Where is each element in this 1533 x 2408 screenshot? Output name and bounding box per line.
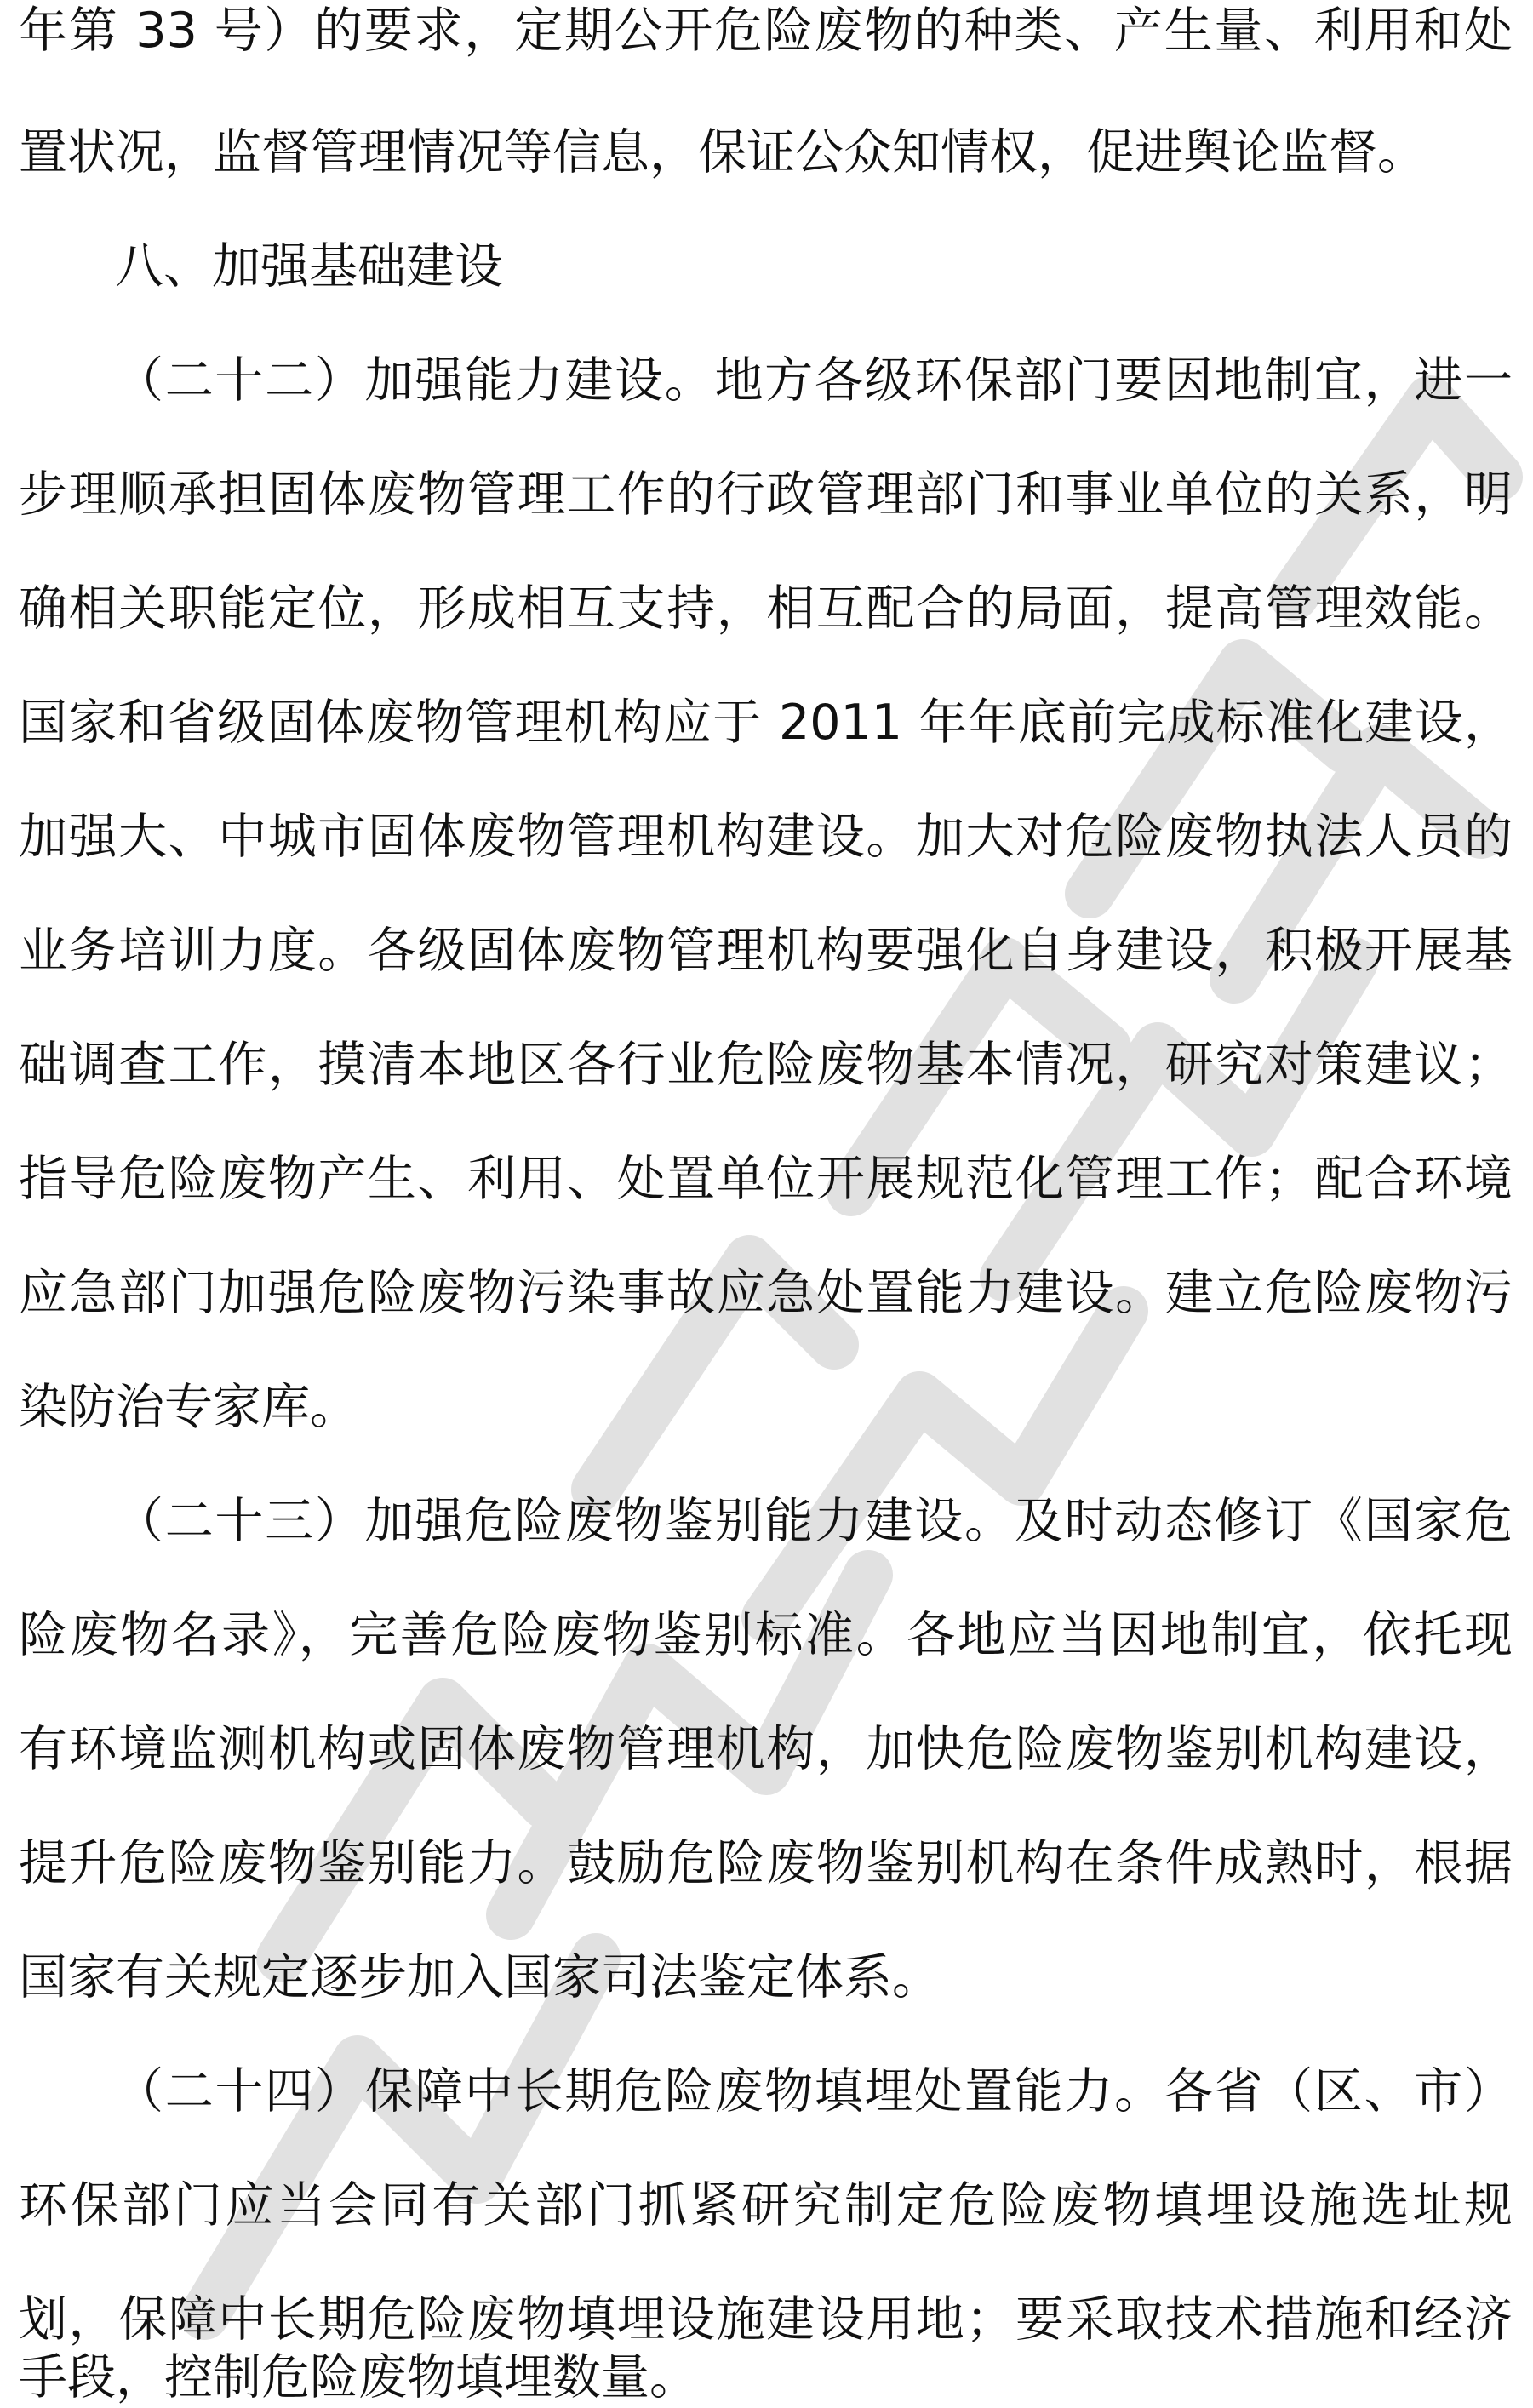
text-line-18: 国家有关规定逐步加入国家司法鉴定体系。 bbox=[19, 1949, 941, 2005]
text-line-22: 手段，控制危险废物填埋数量。 bbox=[19, 2349, 698, 2405]
text-line-8: 加强大、中城市固体废物管理机构建设。加大对危险废物执法人员的 bbox=[19, 809, 1513, 865]
text-line-1: 年第 33 号）的要求，定期公开危险废物的种类、产生量、利用和处 bbox=[19, 3, 1513, 59]
text-line-19: （二十四）保障中长期危险废物填埋处置能力。各省（区、市） bbox=[115, 2063, 1513, 2119]
text-line-6: 确相关职能定位，形成相互支持，相互配合的局面，提高管理效能。 bbox=[19, 581, 1513, 637]
text-line-2: 置状况，监督管理情况等信息，保证公众知情权，促进舆论监督。 bbox=[19, 124, 1426, 180]
text-line-15: 险废物名录》，完善危险废物鉴别标准。各地应当因地制宜，依托现 bbox=[19, 1607, 1513, 1663]
text-line-11: 指导危险废物产生、利用、处置单位开展规范化管理工作；配合环境 bbox=[19, 1151, 1513, 1207]
section-heading: 八、加强基础建设 bbox=[115, 238, 503, 295]
text-line-4: （二十二）加强能力建设。地方各级环保部门要因地制宜，进一 bbox=[115, 352, 1513, 409]
text-line-21: 划，保障中长期危险废物填埋设施建设用地；要采取技术措施和经济 bbox=[19, 2291, 1513, 2348]
text-line-13: 染防治专家库。 bbox=[19, 1379, 358, 1435]
text-line-20: 环保部门应当会同有关部门抓紧研究制定危险废物填埋设施选址规 bbox=[19, 2177, 1513, 2234]
text-line-5: 步理顺承担固体废物管理工作的行政管理部门和事业单位的关系，明 bbox=[19, 466, 1513, 523]
text-line-16: 有环境监测机构或固体废物管理机构，加快危险废物鉴别机构建设， bbox=[19, 1721, 1513, 1777]
text-line-10: 础调查工作，摸清本地区各行业危险废物基本情况，研究对策建议； bbox=[19, 1037, 1513, 1093]
text-line-12: 应急部门加强危险废物污染事故应急处置能力建设。建立危险废物污 bbox=[19, 1265, 1513, 1321]
text-line-9: 业务培训力度。各级固体废物管理机构要强化自身建设，积极开展基 bbox=[19, 923, 1513, 979]
text-line-14: （二十三）加强危险废物鉴别能力建设。及时动态修订《国家危 bbox=[115, 1493, 1513, 1549]
text-line-7: 国家和省级固体废物管理机构应于 2011 年年底前完成标准化建设， bbox=[19, 695, 1513, 751]
text-line-17: 提升危险废物鉴别能力。鼓励危险废物鉴别机构在条件成熟时，根据 bbox=[19, 1835, 1513, 1891]
